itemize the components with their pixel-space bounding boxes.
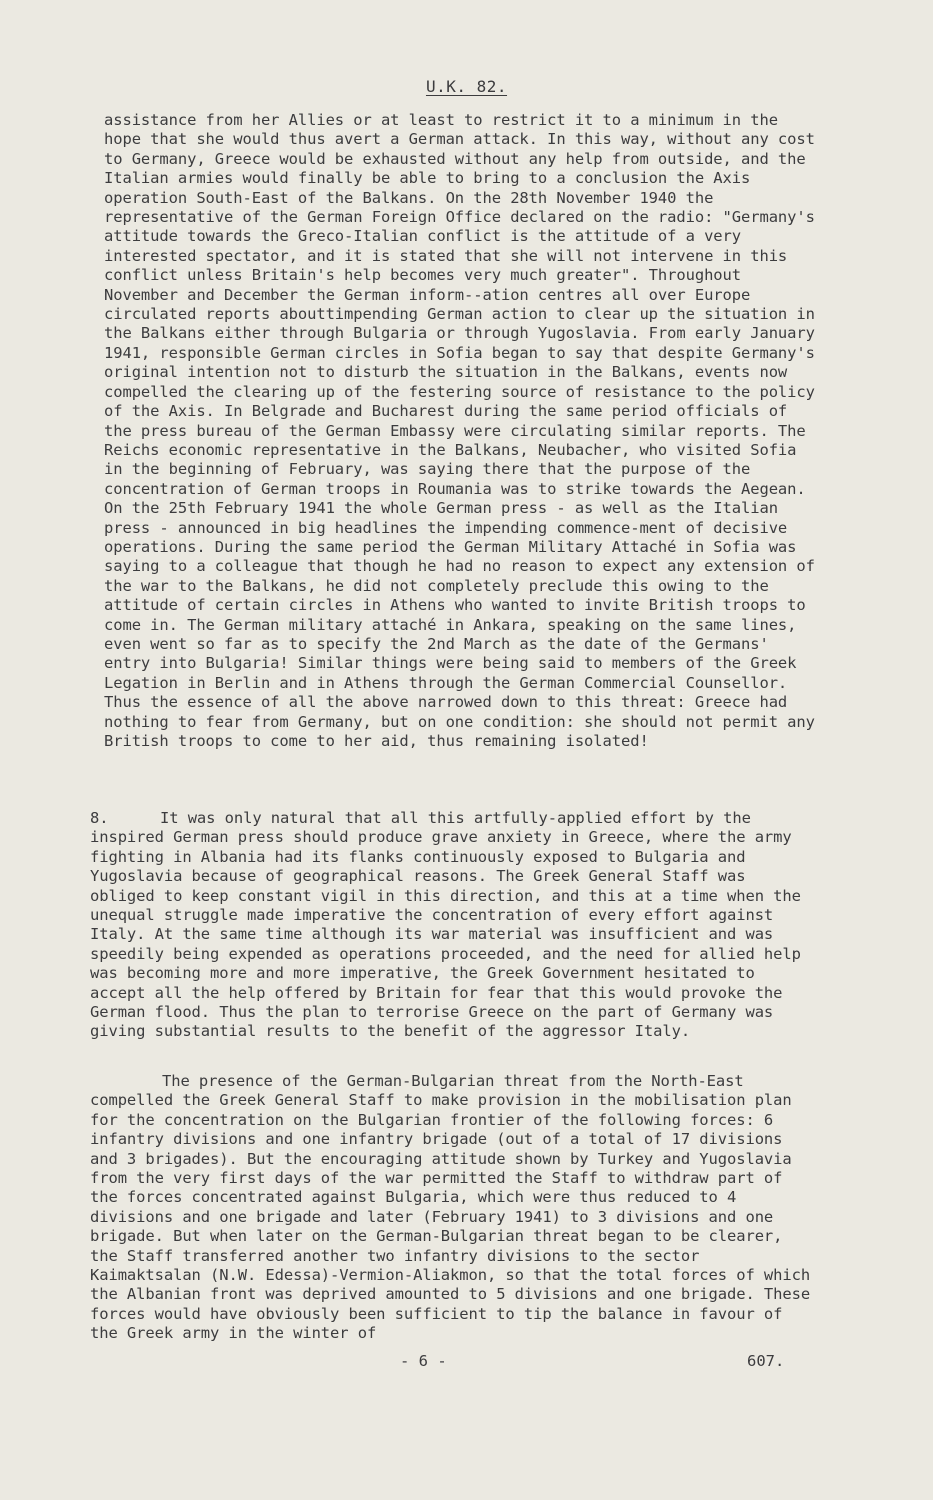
paragraph-text: The presence of the German-Bulgarian threat from the North-East compelled the Greek General Staff to make provision in the mobilisation plan for the concentration on the Bulgarian frontier of the following forces: 6 infantry divisions and one infantry brigade (out of a total of 17 divisions and 3 brigades). But the encouraging attitude shown by Turkey and Yugoslavia from the very first days of the war permitted the Staff to withdraw part of the forces concentrated against Bulgaria, which were thus reduced to 4 divisions and one brigade and later (February 1941) to 3 divisions and one brigade. But when later on the German-Bulgarian threat began to be clearer, the Staff transferred another two infantry divisions to the sector Kaimaktsalan (N.W. Edessa)-Vermion-Aliakmon, so that the total forces of which the Albanian front was deprived amounted to 5 divisions and one brigade. These forces would have obviously been sufficient to tip the balance in favour of the Greek army in the winter of — [90, 1072, 820, 1343]
paragraph-text: It was only natural that all this artfully-applied effort by the inspired German press should produce grave anxiety in Greece, where the army fighting in Albania had its flanks continuously exposed to Bulgaria and Yugoslavia because of geographical reasons. The Greek General Staff was obliged to keep constant vigil in this direction, and this at a time when the unequal struggle made imperative the concentration of every effort against Italy. At the same time although its war material was insufficient and was speedily being expended as operations proceeded, and the need for allied help was becoming more and more imperative, the Greek Government hesitated to accept all the help offered by Britain for fear that this would provoke the German flood. Thus the plan to terrorise Greece on the part of Germany was giving substantial results to the benefit of the aggressor Italy. — [90, 809, 811, 1041]
document-number: 607. — [747, 1352, 785, 1370]
header-title: U.K. 82. — [425, 77, 508, 96]
paragraph-number: 8. — [90, 809, 109, 827]
paragraph-continued — [104, 111, 825, 751]
paragraph-8 — [90, 809, 814, 1042]
page-number: - 6 - — [400, 1352, 447, 1370]
paragraph-forces — [90, 1072, 820, 1344]
document-header — [0, 77, 933, 96]
paragraph-text: assistance from her Allies or at least to restrict it to a minimum in the hope that she would thus avert a German attack. In this way, without any cost to Germany, Greece would be exhausted without any help from outside, and the Italian armies would finally be able to bring to a conclusion the Axis operation South-East of the Balkans. On the 28th November 1940 the representative of the German Foreign Office declared on the radio: "Germany's attitude towards the Greco-Italian conflict is the attitude of a very interested spectator, and it is stated that she will not intervene in this conflict unless Britain's help becomes very much greater". Throughout November and December the German inform--ation centres all over Europe circulated reports abouttimpending German action to clear up the situation in the Balkans either through Bulgaria or through Yugoslavia. From early January 1941, responsible German circles in Sofia began to say that despite Germany's original intention not to disturb the situation in the Balkans, events now compelled the clearing up of the festering source of resistance to the policy of the Axis. In Belgrade and Bucharest during the same period officials of the press bureau of the German Embassy were circulating similar reports. The Reichs economic representative in the Balkans, Neubacher, who visited Sofia in the beginning of February, was saying there that the purpose of the concentration of German troops in Roumania was to strike towards the Aegean. On the 25th February 1941 the whole German press - as well as the Italian press - announced in big headlines the impending commence-ment of decisive operations. During the same period the German Military Attaché in Sofia was saying to a colleague that though he had no reason to expect any extension of the war to the Balkans, he did not completely preclude this owing to the attitude of certain circles in Athens who wanted to invite British troops to come in. The German military attaché in Ankara, speaking on the same lines, even went so far as to specify the 2nd March as the date of the Germans' entry into Bulgaria! Similar things were being said to members of the Greek Legation in Berlin and in Athens through the German Commercial Counsellor. Thus the essence of all the above narrowed down to this threat: Greece had nothing to fear from Germany, but on one condition: she should not permit any British troops to come to her aid, thus remaining isolated! — [104, 111, 825, 750]
